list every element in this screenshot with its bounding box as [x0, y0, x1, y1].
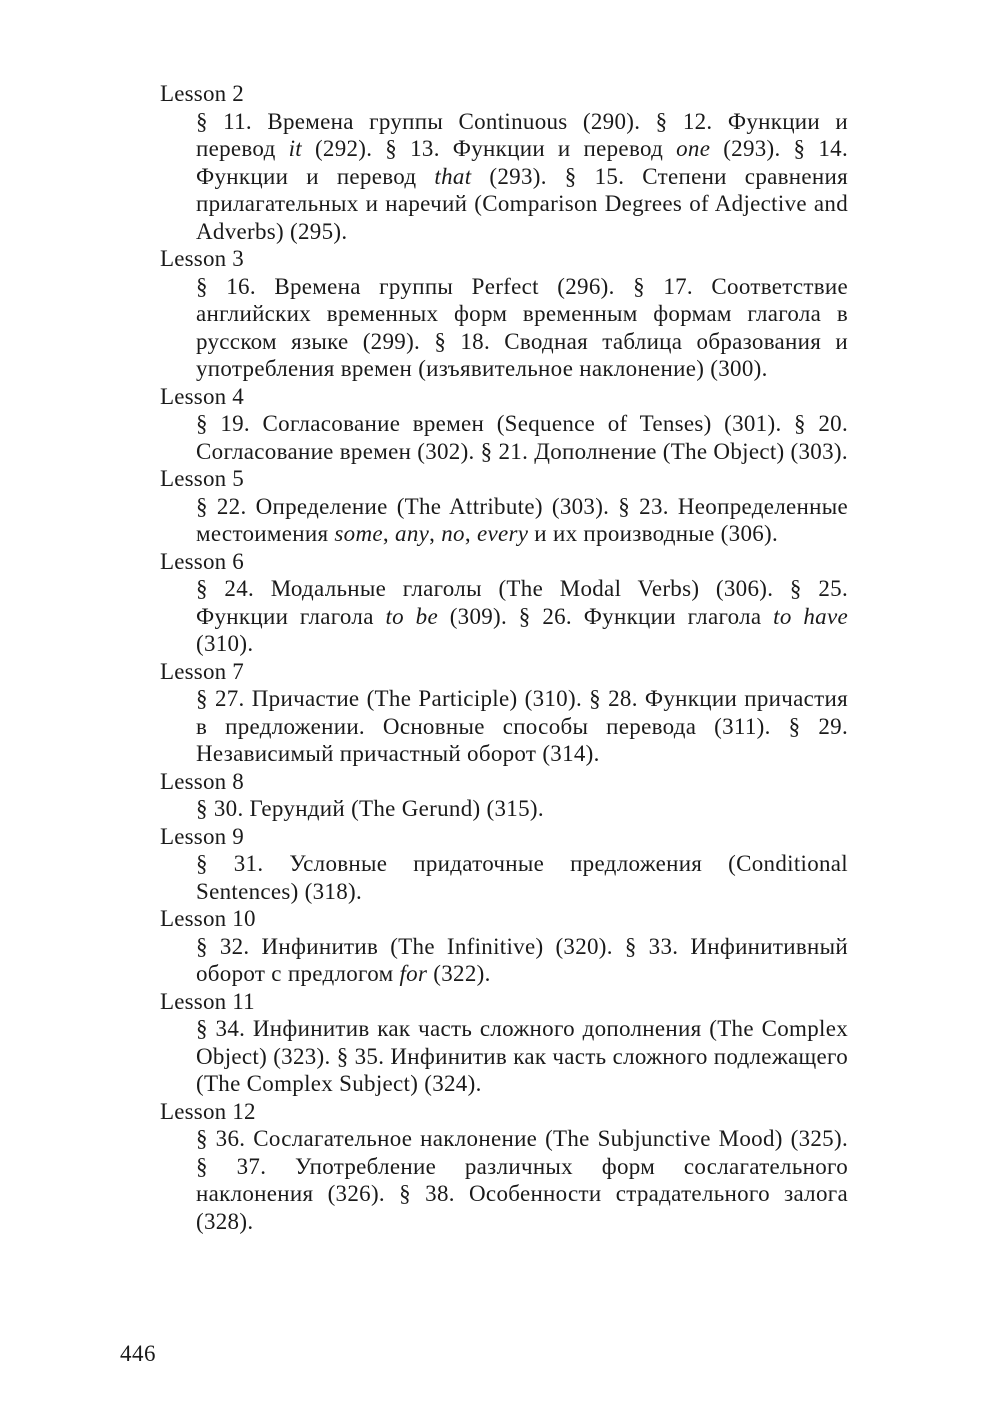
contents-text: § 24. Модальные глаголы (The Modal Verbs) (306). § 25. Функции глагола — [196, 576, 848, 629]
contents-text: , — [429, 521, 442, 546]
italic-term: one — [676, 136, 711, 161]
lesson-heading: Lesson 12 — [160, 1098, 256, 1124]
contents-text: (309). § 26. Функции глагола — [437, 603, 774, 629]
contents-text: § 30. Герундий (The Gerund) (315). — [196, 796, 544, 821]
contents-text: § 27. Причастие (The Participle) (310). § 28. Функции причастия в предложении. Основные способы перевода (311). § 29. Независимый причастный оборот (314). — [196, 686, 848, 766]
italic-term: to be — [385, 603, 438, 629]
lesson-heading: Lesson 10 — [160, 906, 256, 931]
contents-text: (310). — [196, 631, 254, 656]
lesson-heading: Lesson 3 — [160, 246, 245, 271]
contents-text: § 36. Сослагательное наклонение (The Subjunctive Mood) (325). § 37. Употребление различных форм сослагательного наклонения (326). § 38. Особенности страдательного залога (328). — [196, 1126, 848, 1234]
lesson-contents — [196, 410, 848, 465]
lesson-contents — [196, 933, 848, 988]
lesson-heading: Lesson 6 — [160, 548, 245, 574]
contents-text: (293). § 15. Степени сравнения прилагательных и наречий (Comparison Degrees of Adjective and Adverbs) (295). — [196, 163, 848, 244]
lesson-heading: Lesson 9 — [160, 823, 245, 849]
lesson-contents — [196, 795, 848, 823]
lesson-contents — [196, 1125, 848, 1235]
italic-term: for — [399, 961, 428, 986]
contents-text: (322). — [427, 961, 491, 986]
lesson-contents — [196, 850, 848, 905]
contents-text: § 19. Согласование времен (Sequence of Tenses) (301). § 20. Согласование времен (302). § 21. Дополнение (The Object) (303). — [196, 411, 848, 464]
contents-text: § 22. Определение (The Attribute) (303). § 23. Неопределенные местоимения — [196, 493, 848, 546]
lesson-heading: Lesson 8 — [160, 768, 245, 794]
page-number: 446 — [120, 1341, 156, 1366]
contents-text: § 32. Инфинитив (The Infinitive) (320). § 33. Инфинитивный оборот с предлогом — [196, 933, 848, 986]
italic-term: no — [441, 521, 465, 546]
italic-term: that — [434, 163, 472, 189]
lesson-heading: Lesson 7 — [160, 658, 245, 684]
contents-text: § 16. Времена группы Perfect (296). § 17. Соответствие английских временных форм временным формам глагола в русском языке (299). § 18. Сводная таблица образования и употребления времен (изъявительное наклонение) (300). — [196, 273, 848, 381]
italic-term: any — [395, 521, 430, 546]
contents-text: , — [464, 521, 477, 546]
italic-term: to have — [773, 603, 848, 629]
lesson-contents — [196, 493, 848, 548]
italic-term: it — [288, 136, 302, 161]
lesson-heading: Lesson 4 — [160, 383, 245, 409]
lesson-heading: Lesson 5 — [160, 466, 245, 491]
contents-text: и их производные (306). — [528, 521, 779, 546]
lesson-contents — [196, 1015, 848, 1098]
lesson-heading: Lesson 11 — [160, 988, 255, 1014]
lesson-contents — [196, 108, 848, 246]
lesson-contents — [196, 685, 848, 768]
italic-term: some — [334, 521, 383, 546]
contents-text: (292). § 13. Функции и перевод — [301, 136, 677, 161]
contents-text: § 34. Инфинитив как часть сложного дополнения (The Complex Object) (323). § 35. Инфинитив как часть сложного подлежащего (The Complex Subject) (324). — [196, 1016, 848, 1096]
italic-term: every — [476, 521, 529, 546]
lesson-heading: Lesson 2 — [160, 81, 245, 106]
contents-text: § 11. Времена группы Continuous (290). § 12. Функции и перевод — [196, 108, 848, 161]
table-of-contents — [160, 80, 848, 1235]
contents-text: , — [382, 521, 396, 546]
contents-text: (293). § 14. Функции и перевод — [196, 136, 849, 189]
lesson-contents — [196, 273, 848, 383]
lesson-contents — [196, 575, 848, 658]
contents-text: § 31. Условные придаточные предложения (Conditional Sentences) (318). — [196, 851, 848, 904]
